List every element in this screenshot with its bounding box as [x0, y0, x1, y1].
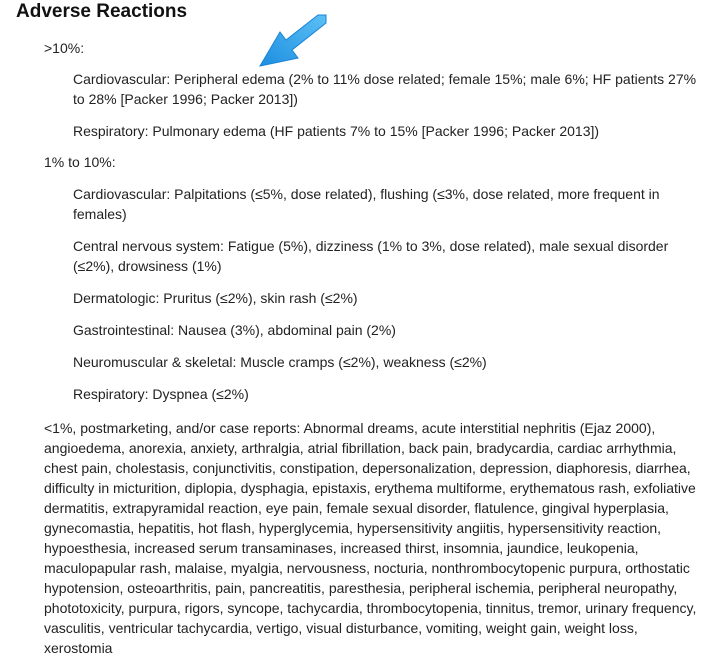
list-item-cardiovascular-1-to-10: Cardiovascular: Palpitations (≤5%, dose related), flushing (≤3%, dose related, more frequent in females): [73, 186, 660, 222]
section-title: Adverse Reactions: [16, 1, 188, 22]
tier-label-over-10: >10%:: [44, 40, 85, 56]
arrow-shape: [260, 15, 326, 66]
list-item-cardiovascular-over-10: Cardiovascular: Peripheral edema (2% to 11% dose related; female 15%; male 6%; HF patients 27% to 28% [Packer 1996; Packer 2013]): [73, 71, 697, 107]
list-item-respiratory-over-10: Respiratory: Pulmonary edema (HF patients 7% to 15% [Packer 1996; Packer 2013]): [73, 123, 600, 139]
rare-reactions-paragraph: <1%, postmarketing, and/or case reports: Abnormal dreams, acute interstitial nephritis (Ejaz 2000), angioedema, anorexia, anxiety, arthralgia, atrial fibrillation, back pain, bradycardia, cardiac arrhythmia, chest pain, cholestasis, conjunctivitis, constipation, depersonalization, depression, diaphoresis, diarrhea, difficulty in micturition, diplopia, dysphagia, epistaxis, erythema multiforme, erythematous rash, exfoliative dermatitis, extrapyramidal reaction, eye pain, female sexual disorder, flatulence, gingival hyperplasia, gynecomastia, hepatitis, hot flash, hyperglycemia, hypersensitivity angiitis, hypersensitivity reaction, hypoesthesia, increased serum transaminases, increased thirst, insomnia, jaundice, leukopenia, maculopapular rash, malaise, myalgia, nervousness, nocturia, nonthrombocytopenic purpura, orthostatic hypotension, osteoarthritis, pain, pancreatitis, paresthesia, peripheral ischemia, peripheral neuropathy, phototoxicity, purpura, rigors, syncope, tachycardia, thrombocytopenia, tinnitus, tremor, urinary frequency, vasculitis, ventricular tachycardia, vertigo, visual disturbance, vomiting, weight gain, weight loss, xerostomia: [44, 420, 697, 656]
list-item-neuromuscular: Neuromuscular & skeletal: Muscle cramps (≤2%), weakness (≤2%): [73, 354, 487, 370]
list-item-respiratory-1-to-10: Respiratory: Dyspnea (≤2%): [73, 386, 249, 402]
list-item-gastrointestinal: Gastrointestinal: Nausea (3%), abdominal pain (2%): [73, 322, 396, 338]
pointer-arrow-icon: [256, 12, 330, 70]
list-item-dermatologic: Dermatologic: Pruritus (≤2%), skin rash (≤2%): [73, 290, 358, 306]
list-item-cns: Central nervous system: Fatigue (5%), dizziness (1% to 3%, dose related), male sexual disorder (≤2%), drowsiness (1%): [73, 238, 669, 274]
tier-label-1-to-10: 1% to 10%:: [44, 154, 116, 170]
